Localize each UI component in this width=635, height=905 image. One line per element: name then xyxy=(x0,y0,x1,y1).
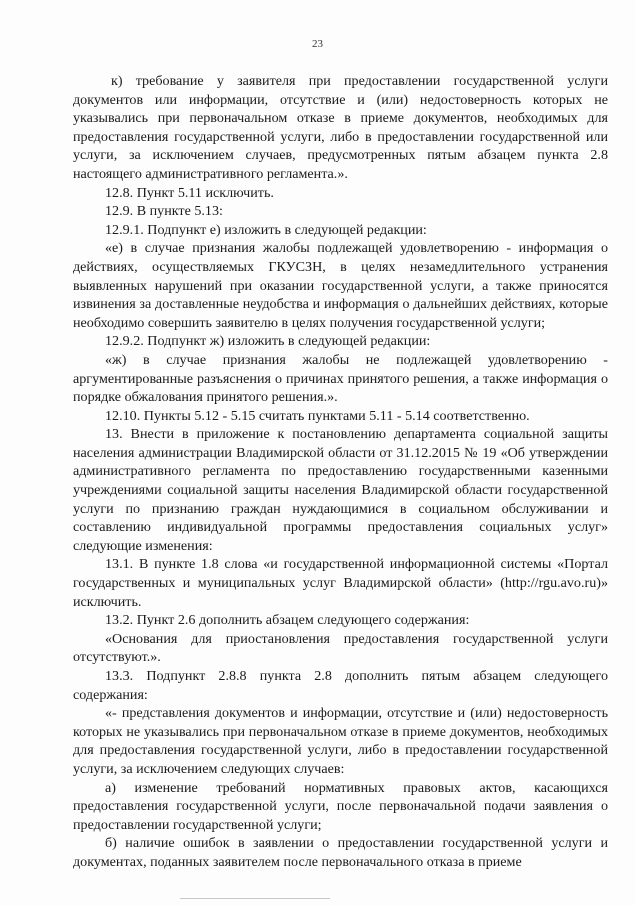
document-body xyxy=(73,72,608,872)
paragraph: 12.8. Пункт 5.11 исключить. xyxy=(105,184,274,201)
paragraph: 12.9.1. Подпункт е) изложить в следующей редакции: xyxy=(105,221,427,238)
paragraph: а) изменение требований нормативных правовых актов, касающихся предоставления государственной услуги, после первоначальной подачи заявления о предоставлении государственной услуги; xyxy=(73,779,608,833)
paragraph: 13.1. В пункте 1.8 слова «и государственной информационной системы «Портал государственных и муниципальных услуг Владимирской области» (http://rgu.avo.ru)» исключить. xyxy=(73,556,608,610)
paragraph: 13.3. Подпункт 2.8.8 пункта 2.8 дополнить пятым абзацем следующего содержания: xyxy=(73,668,608,703)
page-number: 23 xyxy=(312,38,323,50)
paragraph: б) наличие ошибок в заявлении о предоставлении государственной услуги и документах, поданных заявителем после первоначального отказа в приеме xyxy=(73,835,608,870)
paragraph: «е) в случае признания жалобы подлежащей удовлетворению - информация о действиях, осуществляемых ГКУСЗН, в целях незамедлительного устранения выявленных нарушений при оказании государственной услуги, а также приносятся извинения за доставленные неудобства и информация о дальнейших действиях, которые необходимо совершить заявителю в целях получения государственной услуги; xyxy=(73,240,608,331)
paragraph: «ж) в случае признания жалобы не подлежащей удовлетворению - аргументированные разъяснения о причинах принятого решения, а также информация о порядке обжалования принятого решения.». xyxy=(73,351,608,406)
paragraph: 13.2. Пункт 2.6 дополнить абзацем следующего содержания: xyxy=(105,612,470,629)
paragraph: «- представления документов и информации, отсутствие и (или) недостоверность которых не указывались при первоначальном отказе в приеме документов, необходимых для предоставления государственной услуги, либо в предоставлении государственной услуги, за исключением следующих случаев: xyxy=(73,705,608,777)
paragraph: к) требование у заявителя при предоставлении государственной услуги документов или информации, отсутствие и (или) недостоверность которых не указывались при первоначальном отказе в приеме документов, необходимых для предоставления государственной услуги, либо в предоставлении государственной или услуги, за исключением случаев, предусмотренных пятым абзацем пункта 2.8 настоящего административного регламента.». xyxy=(73,73,608,182)
paragraph: 12.10. Пункты 5.12 - 5.15 считать пунктами 5.11 - 5.14 соответственно. xyxy=(105,407,530,424)
paragraph: 13. Внести в приложение к постановлению департамента социальной защиты населения администрации Владимирской области от 31.12.2015 № 19 «Об утверждении административного регламента по предоставлению государственными казенными учреждениями социальной защиты населения Владимирской области государственной услуги по признанию граждан нуждающимися в социальном обслуживании и составлению индивидуальной программы предоставления социальных услуг» следующие изменения: xyxy=(73,426,608,554)
scan-edge-line xyxy=(180,898,330,899)
paragraph: 12.9. В пункте 5.13: xyxy=(105,203,223,220)
paragraph: 12.9.2. Подпункт ж) изложить в следующей редакции: xyxy=(105,333,431,350)
paragraph: «Основания для приостановления предоставления государственной услуги отсутствуют.». xyxy=(73,630,608,666)
